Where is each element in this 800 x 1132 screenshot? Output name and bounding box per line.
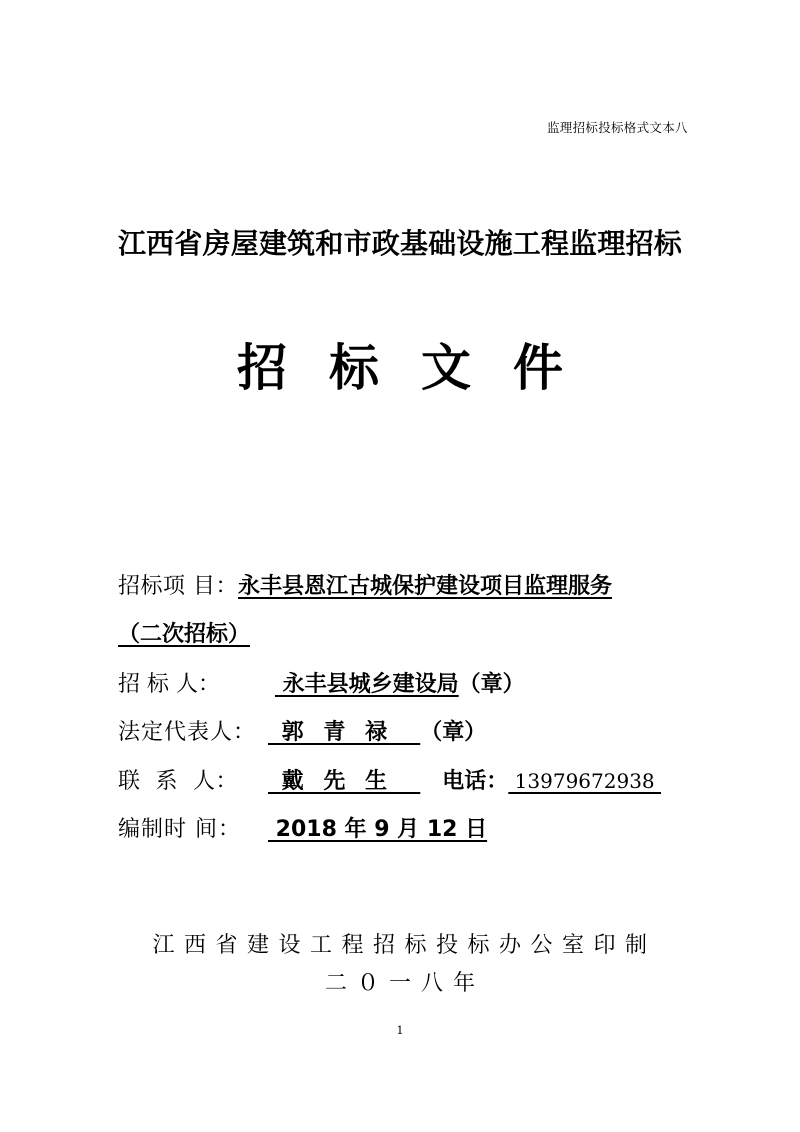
legal-representative-row: [118, 718, 486, 748]
date-row: [118, 815, 487, 845]
phone-value: 13979672938: [508, 769, 661, 793]
contact-label: 联 系 人：: [118, 769, 238, 794]
phone-label: 电话：: [442, 769, 509, 794]
project-label: 招标项 目：: [118, 574, 238, 599]
date-label: 编制时 间：: [118, 817, 241, 842]
tenderer-seal: （章）: [458, 672, 525, 697]
legal-representative-seal: （章）: [420, 720, 487, 745]
legal-representative-label: 法定代表人：: [118, 720, 257, 745]
legal-representative-value: 郭 青 禄: [268, 720, 421, 745]
project-row-continued: [118, 620, 250, 650]
contact-row: [118, 766, 661, 797]
contact-value: 戴 先 生: [268, 769, 421, 794]
project-value-continued: （二次招标）: [118, 622, 251, 647]
year-line: 二０一八年: [324, 971, 485, 996]
tenderer-label: 招 标 人：: [118, 672, 220, 697]
project-value: 永丰县恩江古城保护建设项目监理服务: [238, 574, 613, 599]
date-value: 2018 年 9 月 12 日: [268, 817, 488, 842]
tenderer-value: 永丰县城乡建设局: [275, 672, 459, 697]
main-title: 江西省房屋建筑和市政基础设施工程监理招标: [117, 227, 682, 260]
document-type-title: 招标文件: [237, 339, 605, 397]
tenderer-row: [118, 670, 525, 700]
issuer-line: 江西省建设工程招标投标办公室印制: [152, 933, 657, 958]
header-note: 监理招标投标格式文本八: [547, 120, 688, 135]
project-row: [118, 572, 612, 602]
page-number: 1: [396, 1024, 404, 1037]
